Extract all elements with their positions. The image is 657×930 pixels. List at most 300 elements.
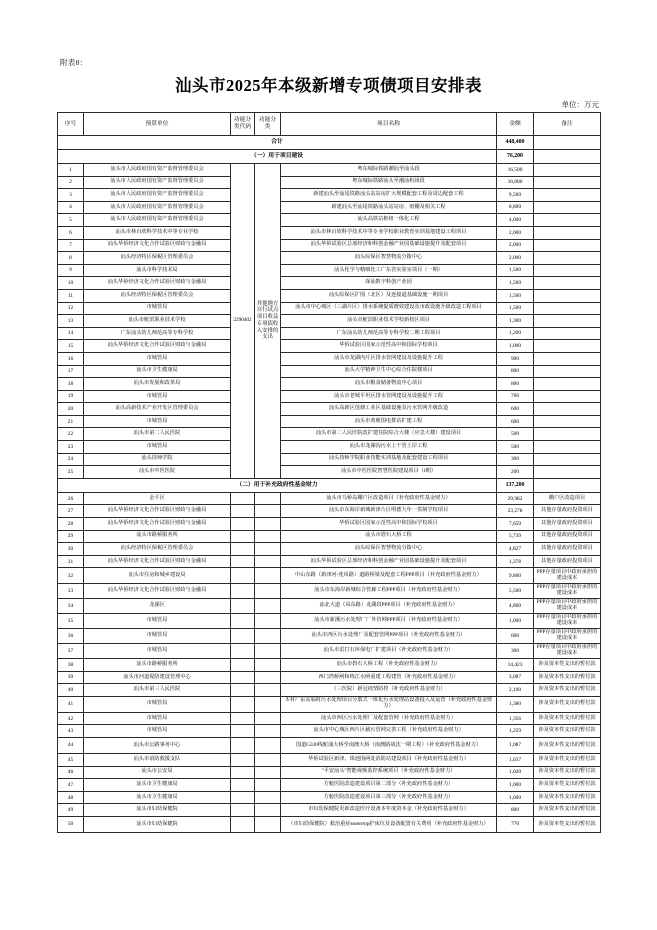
row-unit: 汕头市妇幼保健院 [84,804,231,817]
row-project: 汕头华侨试验区总部经济和科创金融产业园基础设施提升及配套项目 [281,239,497,252]
row-remark: 涉及资本性支出的暂付款 [534,712,601,725]
total-label: 合计 [58,136,497,150]
table-row [58,214,601,227]
row-project: 汕头市中心城区西片区截污管网完善工程（补充政府性基金财力） [281,725,497,738]
row-seq: 14 [58,327,84,340]
row-remark [534,277,601,290]
row-remark: PPP存量项目中政府承担的建设成本 [534,584,601,599]
function-code-cell-empty [231,725,255,738]
function-code-cell-empty [231,817,255,833]
function-type-cell-empty [255,817,281,833]
row-unit: 汕头经济特区保税区管理委员会 [84,543,231,556]
section-amount: 76,200 [497,150,534,164]
function-type-cell-empty [255,629,281,644]
row-project: 粤东城际铁路汕头至潮汕机场段 [281,176,497,189]
function-type-cell-empty [255,518,281,531]
row-seq: 4 [58,201,84,214]
table-row [58,315,601,328]
row-remark [534,403,601,416]
row-amount: 800 [497,378,534,391]
row-remark: 涉及资本性支出的暂付款 [534,725,601,738]
row-seq: 30 [58,543,84,556]
row-amount: 1,356 [497,712,534,725]
row-seq: 16 [58,352,84,365]
function-type-cell-empty [255,584,281,599]
row-seq: 31 [58,555,84,568]
function-code-cell-empty [231,629,255,644]
row-amount: 300 [497,453,534,466]
row-project: 粤东城际铁路潮汕至汕头段 [281,164,497,177]
row-amount: 1,000 [497,340,534,353]
row-unit: 广东汕头幼儿师范高等专科学校 [84,327,231,340]
table-row [58,804,601,817]
function-code-cell-empty [231,530,255,543]
function-type-cell-empty [255,614,281,629]
row-amount: 16,000 [497,176,534,189]
table-row [58,492,601,505]
row-amount: 300 [497,644,534,659]
row-unit: 汕头技师学院 [84,453,231,466]
function-type-cell-empty [255,696,281,712]
row-remark [534,239,601,252]
row-unit: 汕头市人民政府国有资产监督管理委员会 [84,201,231,214]
row-unit: 汕头市河道堤防建设管理中心 [84,671,231,684]
row-remark: PPP存量项目中政府承担的建设成本 [534,629,601,644]
table-header [58,113,601,136]
header-function-type: 功能分类 [255,113,281,136]
row-amount: 8,800 [497,201,534,214]
table-row [58,277,601,290]
function-type-cell-empty [255,530,281,543]
row-seq: 41 [58,696,84,712]
function-code-cell-empty [231,543,255,556]
row-remark [534,453,601,466]
row-project: 汕头市乌桥岛棚户区改造项目（补充政府性基金财力） [281,492,497,505]
row-unit: 汕头市第三人民医院 [84,684,231,697]
row-seq: 24 [58,453,84,466]
row-amount: 1,500 [497,277,534,290]
row-seq: 15 [58,340,84,353]
row-project: 汕头市西区污水处理厂及配套管网（补充政府性基金财力） [281,712,497,725]
row-unit: 汕头市人民政府国有资产监督管理委员会 [84,176,231,189]
row-unit: 汕头市林百欣科学技术中等专业学校 [84,226,231,239]
row-project: 新建汕头至汕尾铁路汕头站站房扩大规模配套工程及周边配套工程 [281,189,497,202]
row-seq: 32 [58,568,84,584]
section-remark [534,478,601,492]
row-seq: 3 [58,189,84,202]
budget-table [57,112,601,833]
table-row [58,302,601,315]
row-remark [534,289,601,302]
row-project: 木材厂泵站临时污水处理项目分散式一体化污水处理站设备投入及运营（补充政府性基金财力） [281,696,497,712]
row-unit: 汕头华侨经济文化合作试验区财政与金融局 [84,277,231,290]
table-row [58,599,601,614]
table-row [58,518,601,531]
function-type-cell-empty [255,754,281,767]
row-unit: 汕头华侨经济文化合作试验区财政与金融局 [84,239,231,252]
row-project: 汕头市礐石大桥工程 [281,530,497,543]
row-unit: 汕头市路桥服务所 [84,530,231,543]
function-code-cell-empty [231,599,255,614]
row-unit: 汕头市妇幼保健院 [84,817,231,833]
row-remark [534,226,601,239]
row-project: 华侨试验区国家示范性高中和国际学校项目 [281,340,497,353]
row-seq: 10 [58,277,84,290]
table-row [58,390,601,403]
row-remark: 涉及资本性支出的暂付款 [534,738,601,754]
header-unit: 预算单位 [84,113,231,136]
row-seq: 17 [58,365,84,378]
table-row [58,189,601,202]
row-unit: 龙湖区 [84,599,231,614]
row-amount: 2,100 [497,684,534,697]
row-remark: 涉及资本性支出的暂付款 [534,696,601,712]
row-seq: 7 [58,239,84,252]
row-remark: 棚户区改造项目 [534,492,601,505]
row-remark [534,327,601,340]
function-code-cell-empty [231,791,255,804]
row-project: 汕头综保区智慧物流分拨中心 [281,252,497,265]
row-amount: 5,500 [497,584,534,599]
row-seq: 9 [58,264,84,277]
section-remark [534,150,601,164]
row-remark: 涉及资本性支出的暂付款 [534,766,601,779]
function-type-cell-empty [255,684,281,697]
row-remark: 涉及资本性支出的暂付款 [534,791,601,804]
row-unit: 市城管局 [84,415,231,428]
header-seq: 序号 [58,113,84,136]
row-remark [534,264,601,277]
row-seq: 1 [58,164,84,177]
function-code-cell-empty [231,766,255,779]
row-seq: 35 [58,614,84,629]
table-row [58,779,601,792]
table-row [58,340,601,353]
function-type-cell-empty [255,555,281,568]
row-unit: 汕头华侨经济文化合作试验区财政与金融局 [84,505,231,518]
row-seq: 39 [58,671,84,684]
row-amount: 800 [497,365,534,378]
function-type-cell: 其他地方自行试点项目收益专项债收入安排的支出 [255,164,281,479]
table-row [58,791,601,804]
row-unit: 汕头市路桥服务所 [84,659,231,672]
row-remark [534,189,601,202]
row-project: 华侨试验区新津、珠池围两处消防站建设项目（补充政府性基金财力） [281,754,497,767]
row-amount: 2,000 [497,239,534,252]
function-type-cell-empty [255,543,281,556]
row-project: 汕头市中心城区（三湖片区）排水系统提质增效建设及市政设施升级改造工程项目 [281,302,497,315]
function-code-cell-empty [231,518,255,531]
row-unit: 汕头市鮀滨职业技术学校 [84,315,231,328]
row-remark: PPP存量项目中政府承担的建设成本 [534,568,601,584]
row-seq: 22 [58,428,84,441]
row-seq: 20 [58,403,84,416]
table-row [58,201,601,214]
row-amount: 1,259 [497,725,534,738]
row-amount: 800 [497,804,534,817]
function-code-cell-empty [231,779,255,792]
table-row [58,754,601,767]
row-project: 汕头市西区污水处理厂及配套管网PPP项目（补充政府性基金财力） [281,629,497,644]
table-row [58,264,601,277]
row-seq: 19 [58,390,84,403]
row-project: 汕头市黄墘围电排站扩建工程 [281,415,497,428]
row-remark: 其他存量政府投资项目 [534,555,601,568]
function-code-cell-empty [231,644,255,659]
row-amount: 29,982 [497,492,534,505]
row-project: 汕头市新溪污水处理厂厂外管网PPP项目（补充政府性基金财力） [281,614,497,629]
table-row [58,555,601,568]
row-amount: 1,020 [497,766,534,779]
row-unit: 市城管局 [84,302,231,315]
function-type-cell-empty [255,766,281,779]
row-amount: 4,800 [497,599,534,614]
row-amount: 3,087 [497,671,534,684]
table-row [58,644,601,659]
function-type-cell-empty [255,599,281,614]
function-type-cell-empty [255,644,281,659]
function-type-cell-empty [255,779,281,792]
row-unit: 汕头市发展和改革局 [84,378,231,391]
function-code-cell-empty [231,505,255,518]
row-seq: 26 [58,492,84,505]
section-label: （一）用于项目建设 [58,150,497,164]
table-row [58,629,601,644]
row-seq: 11 [58,289,84,302]
row-seq: 25 [58,466,84,479]
row-unit: 汕头经济特区保税区管理委员会 [84,289,231,302]
function-code-cell-empty [231,614,255,629]
row-amount: 700 [497,390,534,403]
row-unit: 汕头高新技术产业开发区管理委员会 [84,403,231,416]
row-project: 汕头市林百欣科学技术中等专业学校职业教育实训基地建设工程项目 [281,226,497,239]
row-project: 国道G330线鮀浦大桥至南澳大桥（南澳路战沈一期工程）（补充政府性基金财力） [281,738,497,754]
row-amount: 600 [497,403,534,416]
row-project: （三医院）新冠疫情防控（补充政府性基金财力） [281,684,497,697]
row-amount: 1,378 [497,555,534,568]
row-seq: 28 [58,518,84,531]
function-type-cell-empty [255,738,281,754]
function-code-cell-empty [231,712,255,725]
total-amount: 448,400 [497,136,534,150]
header-row [58,113,601,136]
row-unit: 汕头市人民政府国有资产监督管理委员会 [84,164,231,177]
row-project: 方舱医院改造建设项目第二部分（补充政府性基金财力） [281,779,497,792]
row-seq: 12 [58,302,84,315]
table-row [58,239,601,252]
function-type-cell-empty [255,671,281,684]
table-row [58,584,601,599]
row-project: 汕头市龙湖沟污水上干管上岸工程 [281,441,497,454]
row-seq: 6 [58,226,84,239]
row-seq: 42 [58,712,84,725]
row-unit: 汕头市消防救援支队 [84,754,231,767]
row-remark [534,415,601,428]
table-row [58,725,601,738]
row-remark [534,340,601,353]
row-project: "平安汕头"智能视频监控系统项目（补充政府性基金财力） [281,766,497,779]
row-remark [534,466,601,479]
row-seq: 47 [58,779,84,792]
row-project: 深汕数字科创产业园 [281,277,497,290]
row-seq: 38 [58,659,84,672]
header-amount: 金额 [497,113,534,136]
table-row [58,365,601,378]
row-amount: 1,000 [497,779,534,792]
row-seq: 23 [58,441,84,454]
table-row [58,453,601,466]
row-project: 华侨试验区国家示范性高中和国际学校项目 [281,518,497,531]
row-remark: 其他存量政府投资项目 [534,543,601,556]
function-type-cell-empty [255,725,281,738]
row-seq: 44 [58,738,84,754]
unit-note: 单位：万元 [561,100,599,109]
header-project: 项目名称 [281,113,497,136]
row-remark: PPP存量项目中政府承担的建设成本 [534,644,601,659]
section-label: （二）用于补充政府性基金财力 [58,478,497,492]
row-unit: 汕头市第二人民医院 [84,428,231,441]
table-row [58,684,601,697]
row-remark: 其他存量政府投资项目 [534,530,601,543]
row-amount: 5,739 [497,530,534,543]
row-remark [534,441,601,454]
function-type-cell-empty [255,568,281,584]
row-seq: 34 [58,599,84,614]
function-code-cell: 2290402 [231,164,255,479]
function-type-cell-empty [255,505,281,518]
row-remark [534,214,601,227]
row-project: 汕头市第二人民医院改扩建住院综合大楼（应急大楼）建设项目 [281,428,497,441]
table-body [58,136,601,833]
row-remark: 涉及资本性支出的暂付款 [534,804,601,817]
row-project: 汕头技师学院职业技能实训基地及配套建设工程项目 [281,453,497,466]
row-unit: 市城管局 [84,629,231,644]
table-row [58,327,601,340]
row-remark [534,302,601,315]
row-unit: 市城管局 [84,352,231,365]
table-row [58,352,601,365]
row-unit: 市城管局 [84,712,231,725]
row-project: 汕头市礐石大桥工程（补充政府性基金财力） [281,659,497,672]
row-unit: 汕头华侨经济文化合作试验区财政与金融局 [84,555,231,568]
table-row [58,403,601,416]
row-project: 汕北大道（凤东路）龙湖段PPP项目（补充政府性基金财力） [281,599,497,614]
row-unit: 市城管局 [84,614,231,629]
row-seq: 43 [58,725,84,738]
row-project: 广东汕头幼儿师范高等专科学校二期工程项目 [281,327,497,340]
row-remark [534,164,601,177]
row-seq: 13 [58,315,84,328]
row-unit: 市城管局 [84,725,231,738]
section-header-row [58,478,601,492]
row-unit: 市城管局 [84,696,231,712]
row-remark [534,365,601,378]
header-remark: 备注 [534,113,601,136]
row-unit: 汕头华侨经济文化合作试验区财政与金融局 [84,584,231,599]
row-amount: 1,380 [497,696,534,712]
table-row [58,614,601,629]
function-code-cell-empty [231,659,255,672]
table-row [58,226,601,239]
budget-table-wrapper [57,112,600,833]
row-amount: 16,500 [497,164,534,177]
row-amount: 14,423 [497,659,534,672]
row-remark: 涉及资本性支出的暂付款 [534,817,601,833]
row-remark: 涉及资本性支出的暂付款 [534,659,601,672]
row-remark [534,390,601,403]
row-remark: 涉及资本性支出的暂付款 [534,754,601,767]
row-remark: 涉及资本性支出的暂付款 [534,684,601,697]
table-row [58,505,601,518]
row-seq: 21 [58,415,84,428]
total-row [58,136,601,150]
row-seq: 27 [58,505,84,518]
row-amount: 23,278 [497,505,534,518]
row-remark [534,201,601,214]
function-code-cell-empty [231,738,255,754]
row-unit: 市城管局 [84,390,231,403]
function-type-cell-empty [255,492,281,505]
table-row [58,466,601,479]
row-amount: 9,500 [497,189,534,202]
row-project: 汕头综保区扩围（北区）及连接道基础设施一期项目 [281,289,497,302]
function-code-cell-empty [231,696,255,712]
row-amount: 2,000 [497,252,534,265]
row-remark: PPP存量项目中政府承担的建设成本 [534,599,601,614]
row-unit: 汕头市公路事务中心 [84,738,231,754]
row-unit: 汕头华侨经济文化合作试验区财政与金融局 [84,518,231,531]
row-amount: 1,087 [497,738,534,754]
total-remark [534,136,601,150]
row-seq: 49 [58,804,84,817]
row-project: 汕头综保区智慧物流分拨中心 [281,543,497,556]
function-code-cell-empty [231,492,255,505]
function-type-cell-empty [255,804,281,817]
row-project: 市妇幼保健院更新改造医疗设备本年度资本金（补充政府性基金财力） [281,804,497,817]
row-seq: 36 [58,629,84,644]
row-project: 汕头市老城平坦区排水管网建设及设施提升工程 [281,390,497,403]
row-seq: 2 [58,176,84,189]
row-remark: 涉及资本性支出的暂付款 [534,779,601,792]
row-unit: 汕头市卫生健康局 [84,779,231,792]
table-row [58,252,601,265]
row-seq: 40 [58,684,84,697]
row-remark [534,315,601,328]
row-amount: 1,037 [497,754,534,767]
row-unit: 汕头市卫生健康局 [84,365,231,378]
row-amount: 9,800 [497,568,534,584]
row-amount: 600 [497,415,534,428]
table-row [58,738,601,754]
row-amount: 1,000 [497,791,534,804]
row-project: 汕头市东海岸新城综合管廊工程PPP项目（补充政府性基金财力） [281,584,497,599]
row-unit: 汕头市科学技术局 [84,264,231,277]
row-amount: 500 [497,441,534,454]
header-code: 功能分类代码 [231,113,255,136]
row-remark [534,252,601,265]
table-row [58,378,601,391]
row-project: 汕头市中医医院智慧医院建设项目（I期） [281,466,497,479]
row-project: 汕头市鮀滨职业技术学校新校区项目 [281,315,497,328]
row-project: 新建汕头至汕尾铁路汕头站站房、雨棚及相关工程 [281,201,497,214]
row-unit: 汕头市住房和城乡建设局 [84,568,231,584]
row-seq: 33 [58,584,84,599]
row-project: （市妇幼保健院）救治重症монитор护床位及设备配置有关费用（补充政府性基金财力） [281,817,497,833]
row-amount: 770 [497,817,534,833]
row-project: 汕头市龙湖内片区排水管网建设及设施提升工程 [281,352,497,365]
function-type-cell-empty [255,712,281,725]
section-header-row [58,150,601,164]
